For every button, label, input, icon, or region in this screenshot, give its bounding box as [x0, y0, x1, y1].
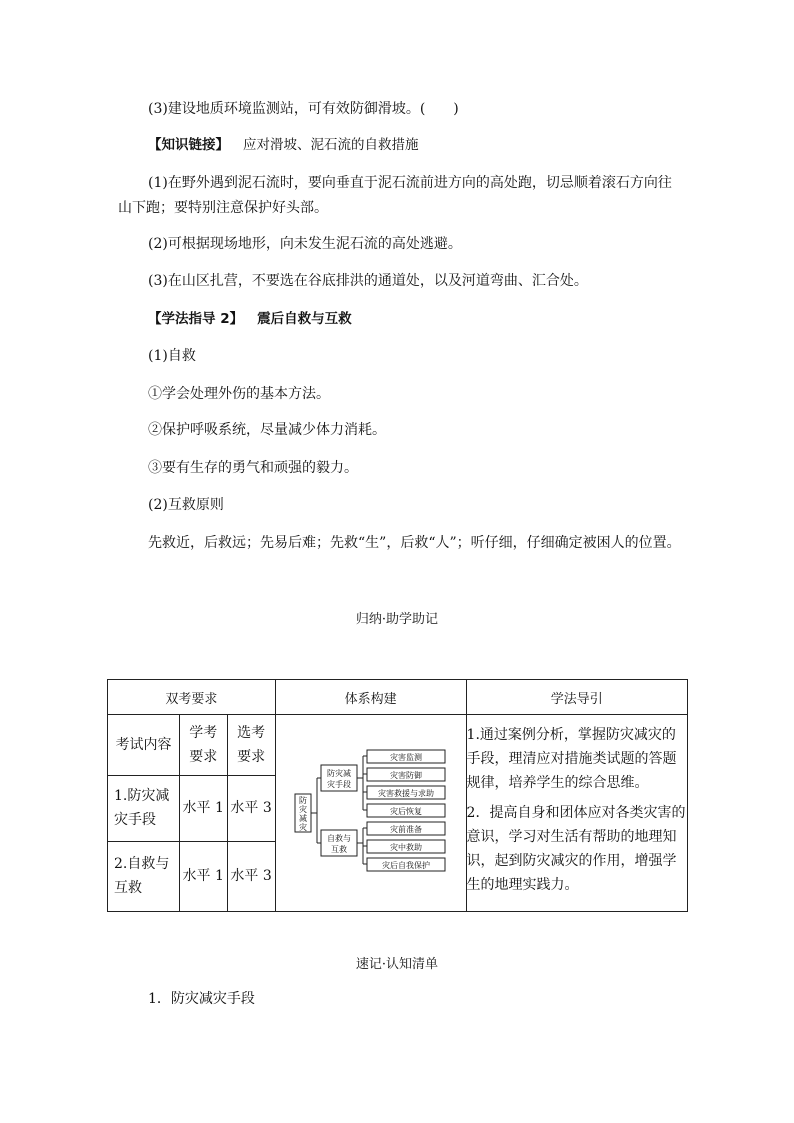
system-diagram-cell	[275, 715, 466, 912]
mutual-rescue-heading: (2)互救原则	[148, 497, 224, 513]
requirements-subtable	[108, 715, 275, 911]
system-diagram	[291, 748, 451, 878]
study-guide-title: 震后自救与互救	[257, 311, 352, 327]
row2-xuankao: 水平 3	[227, 841, 275, 911]
subheader-xuankao: 选考 要求	[227, 715, 275, 775]
subheader-xuekao: 学考 要求	[179, 715, 227, 775]
mudflow-tip-3: (3)在山区扎营，不要选在谷底排洪的通道处，以及河道弯曲、汇合处。	[148, 273, 588, 289]
diagram-item: 灾害监测	[389, 753, 422, 762]
diagram-root-4: 灾	[298, 823, 307, 832]
row2-content: 2.自救与互救	[108, 841, 179, 911]
knowledge-link-title: 应对滑坡、泥石流的自救措施	[243, 137, 419, 153]
study-guide-cell	[466, 715, 687, 912]
knowledge-link-tag: 【知识链接】	[148, 137, 229, 153]
diagram-item: 灾后自我保护	[381, 861, 430, 870]
diagram-item: 灾后恢复	[389, 807, 422, 816]
section-title-summary: 归纳·助学助记	[355, 612, 439, 627]
self-rescue-heading: (1)自救	[148, 348, 196, 364]
row2-xuekao: 水平 1	[179, 841, 227, 911]
diagram-item: 灾前准备	[389, 825, 422, 834]
mudflow-tip-1b: 山下跑；要特别注意保护好头部。	[118, 200, 328, 216]
diagram-branch1-a: 防灾减	[326, 769, 351, 778]
row1-xuankao: 水平 3	[227, 775, 275, 841]
header-requirements: 双考要求	[108, 680, 276, 715]
diagram-branch2-b: 互救	[330, 845, 347, 854]
diagram-item: 灾害救援与求助	[377, 789, 434, 798]
guide-point-2: 2．提高自身和团体应对各类灾害的意识，学习对生活有帮助的地理知识，起到防灾减灾的作用，增强学生的地理实践力。	[466, 805, 686, 893]
subheader-content: 考试内容	[108, 715, 179, 775]
checklist-item-1: 1．防灾减灾手段	[148, 991, 255, 1007]
summary-table	[107, 679, 688, 912]
diagram-item: 灾害防御	[389, 771, 422, 780]
self-rescue-item-3: ③要有生存的勇气和顽强的毅力。	[148, 460, 358, 476]
study-guide-heading	[148, 309, 352, 329]
diagram-root-1: 防	[298, 796, 307, 805]
mutual-rescue-principle: 先救近，后救远；先易后难；先救“生”，后救“人”；听仔细，仔细确定被困人的位置。	[148, 535, 681, 551]
question-3: (3)建设地质环境监测站，可有效防御滑坡。( )	[148, 101, 459, 117]
diagram-branch2-a: 自救与	[326, 834, 351, 843]
diagram-branch1-b: 灾手段	[326, 780, 351, 789]
self-rescue-item-2: ②保护呼吸系统，尽量减少体力消耗。	[148, 422, 386, 438]
knowledge-link-heading	[148, 135, 419, 155]
study-guide-tag: 【学法指导 2】	[148, 311, 244, 327]
header-system: 体系构建	[275, 680, 466, 715]
section-title-checklist: 速记·认知清单	[355, 957, 439, 972]
row1-xuekao: 水平 1	[179, 775, 227, 841]
guide-point-1: 1.通过案例分析，掌握防灾减灾的手段，理清应对措施类试题的答题规律，培养学生的综合思维。	[466, 727, 677, 791]
diagram-item: 灾中救助	[389, 843, 422, 852]
self-rescue-item-1: ①学会处理外伤的基本方法。	[148, 386, 330, 402]
row1-content: 1.防灾减灾手段	[108, 775, 179, 841]
diagram-root-3: 减	[298, 814, 307, 823]
mudflow-tip-2: (2)可根据现场地形，向未发生泥石流的高处逃避。	[148, 236, 462, 252]
header-guide: 学法导引	[466, 680, 687, 715]
diagram-root-2: 灾	[298, 805, 307, 814]
mudflow-tip-1a: (1)在野外遇到泥石流时，要向垂直于泥石流前进方向的高处跑，切忌顺着滚石方向往	[148, 175, 672, 191]
